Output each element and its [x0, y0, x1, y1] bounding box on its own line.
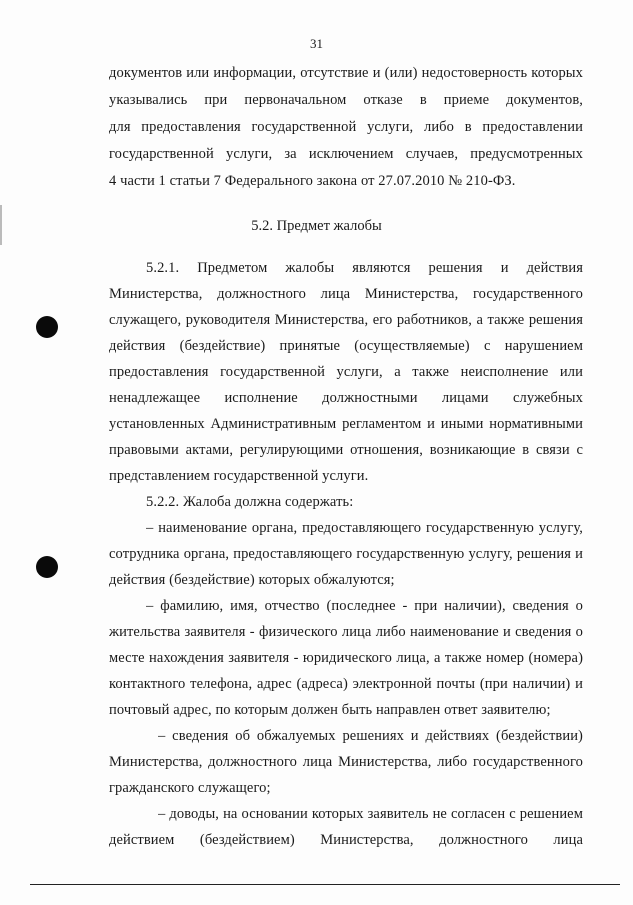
- text-line: действия (бездействие) принятые (осуществляемые) с нарушением: [109, 338, 583, 354]
- text-line: установленных Административным регламентом и иными нормативными: [109, 416, 583, 432]
- text-line: сотрудника органа, предоставляющего государственную услугу, решения и: [109, 546, 583, 562]
- text-line: гражданского служащего;: [109, 780, 271, 796]
- binder-hole-icon: [36, 556, 58, 578]
- text-line: представлением государственной услуги.: [109, 468, 369, 484]
- text-line: правовыми актами, регулирующими отношения, возникающие в связи с: [109, 442, 583, 458]
- text-line: государственной услуги, за исключением случаев, предусмотренных: [109, 146, 583, 162]
- text-line: – фамилию, имя, отчество (последнее - при наличии), сведения о: [146, 598, 583, 614]
- text-line: жительства заявителя - физического лица либо наименование и сведения о: [109, 624, 583, 640]
- footer-rule: [30, 884, 620, 885]
- text-line: для предоставления государственной услуги, либо в предоставлении: [109, 119, 583, 135]
- binder-hole-icon: [36, 316, 58, 338]
- section-heading: 5.2. Предмет жалобы: [251, 218, 382, 234]
- text-line: контактного телефона, адрес (адреса) электронной почты (при наличии) и: [109, 676, 583, 692]
- text-line: служащего, руководителя Министерства, его работников, а также решения: [109, 312, 583, 328]
- text-line: – доводы, на основании которых заявитель не согласен с решением: [158, 806, 583, 822]
- page-number: 31: [310, 36, 323, 51]
- text-line: документов или информации, отсутствие и (или) недостоверность которых: [109, 65, 583, 81]
- text-line: указывались при первоначальном отказе в приеме документов,: [109, 92, 583, 108]
- text-line: – наименование органа, предоставляющего государственную услугу,: [146, 520, 583, 536]
- text-line: ненадлежащее исполнение должностными лицами служебных: [109, 390, 583, 406]
- text-line: предоставления государственной услуги, а также неисполнение или: [109, 364, 583, 380]
- text-line: месте нахождения заявителя - юридического лица, а также номер (номера): [109, 650, 583, 666]
- text-line: 4 части 1 статьи 7 Федерального закона от 27.07.2010 № 210-ФЗ.: [109, 173, 516, 189]
- text-line: почтовый адрес, по которым должен быть направлен ответ заявителю;: [109, 702, 551, 718]
- text-line: Министерства, должностного лица Министерства, либо государственного: [109, 754, 583, 770]
- text-line: – сведения об обжалуемых решениях и действиях (бездействии): [158, 728, 583, 744]
- text-line: Министерства, должностного лица Министерства, государственного: [109, 286, 583, 302]
- text-line: действием (бездействием) Министерства, должностного лица: [109, 832, 583, 848]
- text-line: действия (бездействие) которых обжалуются;: [109, 572, 395, 588]
- text-line: 5.2.2. Жалоба должна содержать:: [146, 494, 354, 510]
- text-line: 5.2.1. Предметом жалобы являются решения и действия: [146, 260, 583, 276]
